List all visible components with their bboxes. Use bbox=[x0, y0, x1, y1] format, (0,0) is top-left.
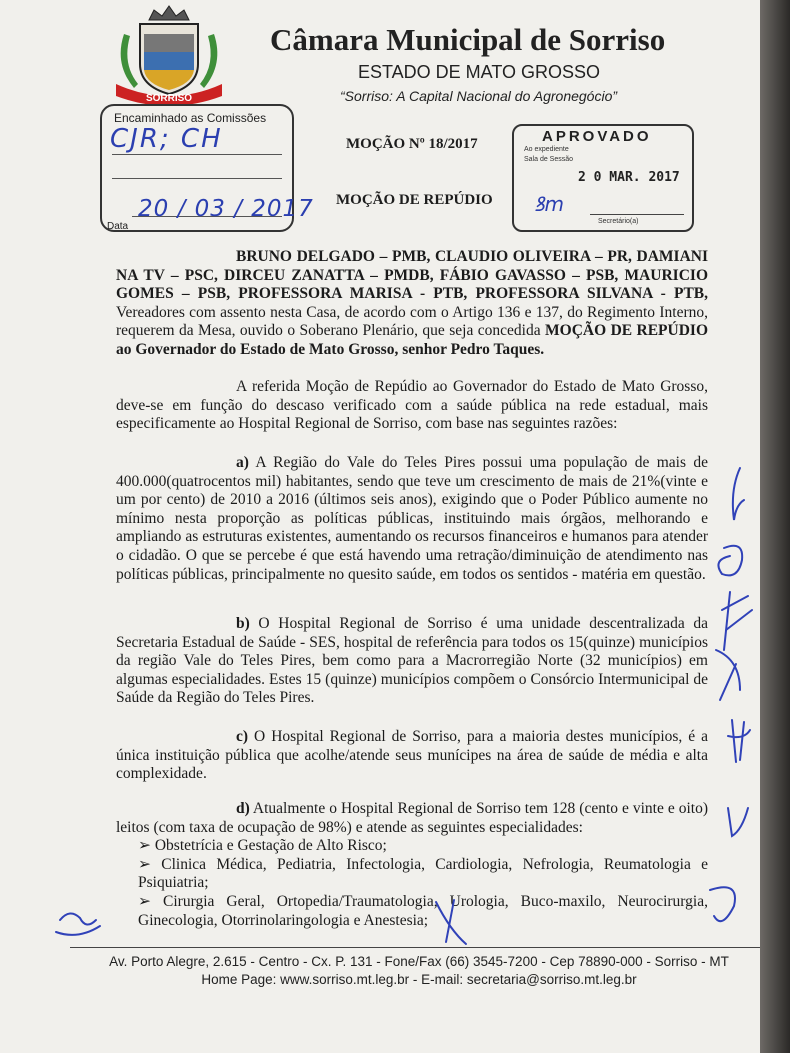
item-d-text: Atualmente o Hospital Regional de Sorriso tem 128 (cento e vinte e oito) leitos (com taxa de ocupação de 98%) e atende as seguintes especialidades: bbox=[116, 800, 708, 836]
footer-web: Home Page: www.sorriso.mt.leg.br - E-mail: secretaria@sorriso.mt.leg.br bbox=[201, 972, 637, 987]
bullet-1: ➢ Obstetrícia e Gestação de Alto Risco; bbox=[138, 837, 387, 855]
page-edge bbox=[760, 0, 790, 1053]
footer-address: Av. Porto Alegre, 2.615 - Centro - Cx. P. 131 - Fone/Fax (66) 3545-7200 - Cep 78890-000 - Sorriso - MT bbox=[109, 954, 729, 969]
item-a-label: a) bbox=[236, 454, 249, 471]
intro-text: Vereadores com assento nesta Casa, de acordo com o Artigo 136 e 137, do Regimento Interno, requerem da Mesa, ouvido o Soberano Plenário, que seja concedida bbox=[116, 303, 708, 340]
item-c-label: c) bbox=[236, 728, 249, 745]
approval-date: 2 0 MAR. 2017 bbox=[578, 170, 680, 185]
bullet-2: ➢ Clinica Médica, Pediatria, Infectologia, Cardiologia, Nefrologia, Reumatologia e Psiquiatria; bbox=[138, 855, 708, 892]
councillors-list: BRUNO DELGADO – PMB, CLAUDIO OLIVEIRA – PR, DAMIANI NA TV – PSC, DIRCEU ZANATTA – PMDB, FÁBIO GAVASSO – PSB, MAURICIO GOMES – PSB, PROFESSORA MARISA - PTB, PROFESSORA SILVANA - PTB, bbox=[116, 248, 708, 303]
item-b-label: b) bbox=[236, 615, 250, 632]
page-title: Câmara Municipal de Sorriso bbox=[270, 22, 666, 57]
state-subtitle: ESTADO DE MATO GROSSO bbox=[358, 62, 601, 82]
slogan: “Sorriso: A Capital Nacional do Agronegócio” bbox=[340, 88, 618, 104]
approval-signature: ꝸm bbox=[534, 192, 565, 216]
handwritten-commissions: CJR; CH bbox=[110, 124, 223, 154]
approval-signer-label: Secretário(a) bbox=[598, 218, 639, 225]
item-b-text: O Hospital Regional de Sorriso é uma unidade descentralizada da Secretaria Estadual de Saúde - SES, hospital de referência para todos os 15(quinze) municípios da região Vale do Teles Pires, bem como para a Macrorregião Norte (32 municípios) em algumas especialidades. Estes 15 (quinze) municípios compõem o Consórcio Intermunicipal de Saúde da Região do Teles Pires. bbox=[116, 615, 708, 707]
bullet-3: ➢ Cirurgia Geral, Ortopedia/Traumatologia, Urologia, Buco-maxilo, Neurocirurgia, Ginecologia, Otorrinolaringologia e Anestesia; bbox=[138, 892, 708, 929]
item-a-text: A Região do Vale do Teles Pires possui uma população de mais de 400.000(quatrocentos mil) habitantes, sendo que teve um crescimento de mais de 21%(vinte e um por cento) de 2010 a 2016 (últimos seis anos), exigindo que o Poder Público aumente no mínimo nesta proporção as políticas públicas, instituindo mais órgãos, melhorando e ampliando as estruturas existentes, aumentando os recursos financeiros e humanos para atender o cidadão. O que se percebe é que está havendo uma retração/diminuição de atendimento nas políticas públicas, principalmente no quesito saúde, em todos os sentidos - matéria em questão. bbox=[116, 454, 708, 583]
item-c-text: O Hospital Regional de Sorriso, para a maioria destes municípios, é a única instituição pública que acolhe/atende seus munícipes na área de saúde de média e alta complexidade. bbox=[116, 728, 708, 783]
commissions-label: Encaminhado as Comissões bbox=[114, 111, 267, 125]
approval-line1: Ao expediente bbox=[524, 146, 569, 153]
motion-heading: MOÇÃO DE REPÚDIO bbox=[336, 192, 493, 208]
approval-line2: Sala de Sessão bbox=[524, 156, 574, 163]
handwritten-date: 20 / 03 / 2017 bbox=[138, 196, 314, 222]
date-label: Data bbox=[107, 221, 129, 232]
approval-title: APROVADO bbox=[542, 128, 652, 145]
item-d-label: d) bbox=[236, 800, 250, 817]
crest-label: SORRISO bbox=[145, 93, 193, 104]
paragraph-1: A referida Moção de Repúdio ao Governador do Estado de Mato Grosso, deve-se em função do descaso verificado com a saúde pública na rede estadual, mais especificamente ao Hospital Regional de Sorriso, com base nas seguintes razões: bbox=[116, 378, 708, 433]
intro-bold-end: MOÇÃO DE REPÚDIO ao Governador do Estado de Mato Grosso, senhor Pedro Taques. bbox=[116, 322, 708, 358]
motion-number: MOÇÃO Nº 18/2017 bbox=[346, 136, 478, 152]
